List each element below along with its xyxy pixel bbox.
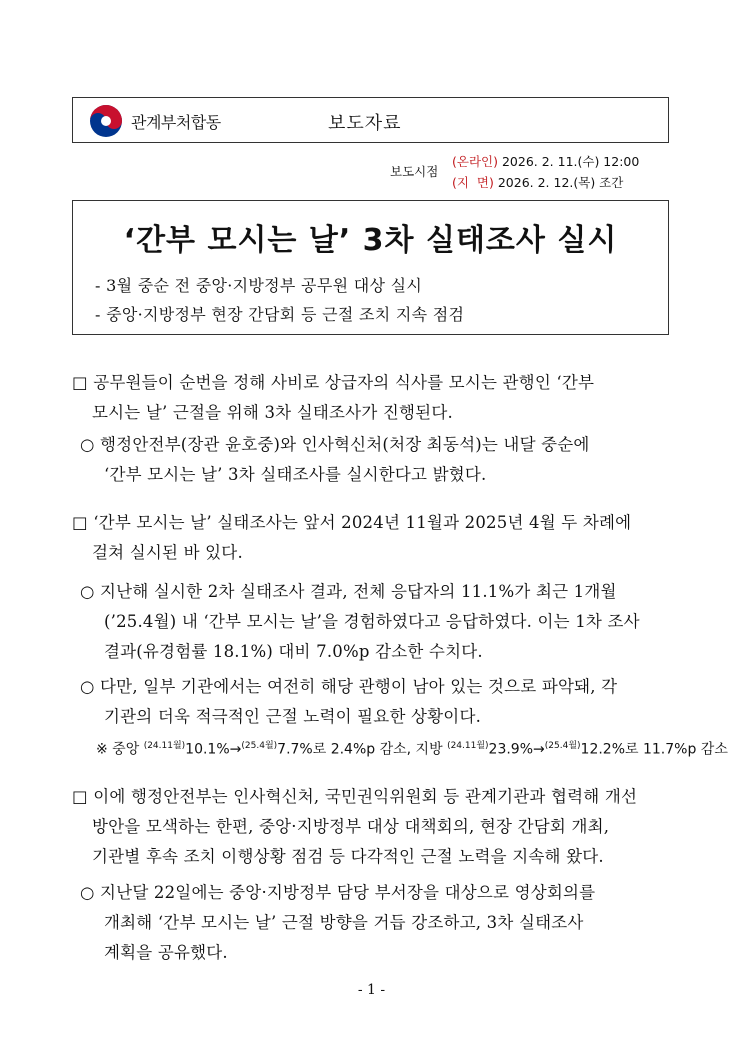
paragraph-line: ○ 다만, 일부 기관에서는 여전히 해당 관행이 남아 있는 것으로 파악돼, 각 [80,677,618,696]
paragraph-line: □ 공무원들이 순번을 정해 사비로 상급자의 식사를 모시는 관행인 ‘간부 [72,373,595,392]
subtitle-2: - 중앙·지방정부 현장 간담회 등 근절 조치 지속 점검 [95,305,465,324]
note-central-period-1: (24.11월) [143,741,186,751]
statistics-note [96,738,728,759]
note-central-period-2: (25.4월) [241,741,278,751]
online-release [452,152,639,170]
print-time: 2026. 2. 12.(목) 조간 [497,175,624,190]
paragraph-1 [72,368,594,428]
release-label: 보도시점 [390,164,439,179]
note-local-period-1: (24.11월) [447,741,489,751]
paragraph-line: 개최해 ‘간부 모시는 날’ 근절 방향을 거듭 강조하고, 3차 실태조사 [104,913,584,932]
paragraph-line: ‘간부 모시는 날’ 3차 실태조사를 실시한다고 밝혔다. [104,465,487,484]
print-release [452,173,623,191]
paragraph-line: 모시는 날’ 근절을 위해 3차 실태조사가 진행된다. [92,403,453,422]
paragraph-7 [80,878,595,968]
org-name: 관계부처합동 [131,113,221,132]
subtitle-1: - 3월 중순 전 중앙·지방정부 공무원 대상 실시 [95,276,423,295]
paragraph-3 [72,508,631,568]
online-time: 2026. 2. 11.(수) 12:00 [501,154,640,169]
release-info [390,148,670,194]
paragraph-line: (’25.4월) 내 ‘간부 모시는 날’을 경험하였다고 응답하였다. 이는 1차 조사 [104,612,640,631]
main-title: ‘간부 모시는 날’ 3차 실태조사 실시 [123,223,618,258]
note-local-value-2: 12.2%로 11.7%p 감소 [580,741,728,758]
paragraph-4 [80,577,640,667]
paragraph-6 [72,782,637,872]
paragraph-line: 기관별 후속 조치 이행상황 점검 등 다각적인 근절 노력을 지속해 왔다. [92,847,604,866]
page-number: - 1 - [357,982,386,998]
release-type: 보도자료 [328,113,402,134]
paragraph-2 [80,430,590,490]
paragraph-line: □ ‘간부 모시는 날’ 실태조사는 앞서 2024년 11월과 2025년 4월 두 차례에 [72,513,632,532]
paragraph-line: 걸쳐 실시된 바 있다. [92,543,243,562]
paragraph-line: ○ 행정안전부(장관 윤호중)와 인사혁신처(처장 최동석)는 내달 중순에 [80,435,590,454]
paragraph-line: 계획을 공유했다. [104,943,228,962]
header-box [72,97,669,143]
taegeuk-logo-icon [89,104,123,138]
paragraph-line: ○ 지난해 실시한 2차 실태조사 결과, 전체 응답자의 11.1%가 최근 1개월 [80,582,617,601]
note-central-value-2: 7.7%로 2.4%p 감소, 지방 [277,741,448,758]
paragraph-line: ○ 지난달 22일에는 중앙·지방정부 담당 부서장을 대상으로 영상회의를 [80,883,596,902]
paragraph-line: 기관의 더욱 적극적인 근절 노력이 필요한 상황이다. [104,707,482,726]
title-box [72,200,669,335]
note-local-period-2: (25.4월) [544,741,581,751]
note-prefix: ※ 중앙 [96,741,144,758]
paragraph-line: □ 이에 행정안전부는 인사혁신처, 국민권익위원회 등 관계기관과 협력해 개선 [72,787,638,806]
paragraph-line: 방안을 모색하는 한편, 중앙·지방정부 대상 대책회의, 현장 간담회 개최, [92,817,610,836]
paragraph-5 [80,672,617,732]
note-local-value-1: 23.9%→ [488,741,545,758]
print-tag: (지 면) [452,175,494,190]
paragraph-line: 결과(유경험률 18.1%) 대비 7.0%p 감소한 수치다. [104,642,483,661]
online-tag: (온라인) [452,154,498,169]
note-central-value-1: 10.1%→ [185,741,242,758]
